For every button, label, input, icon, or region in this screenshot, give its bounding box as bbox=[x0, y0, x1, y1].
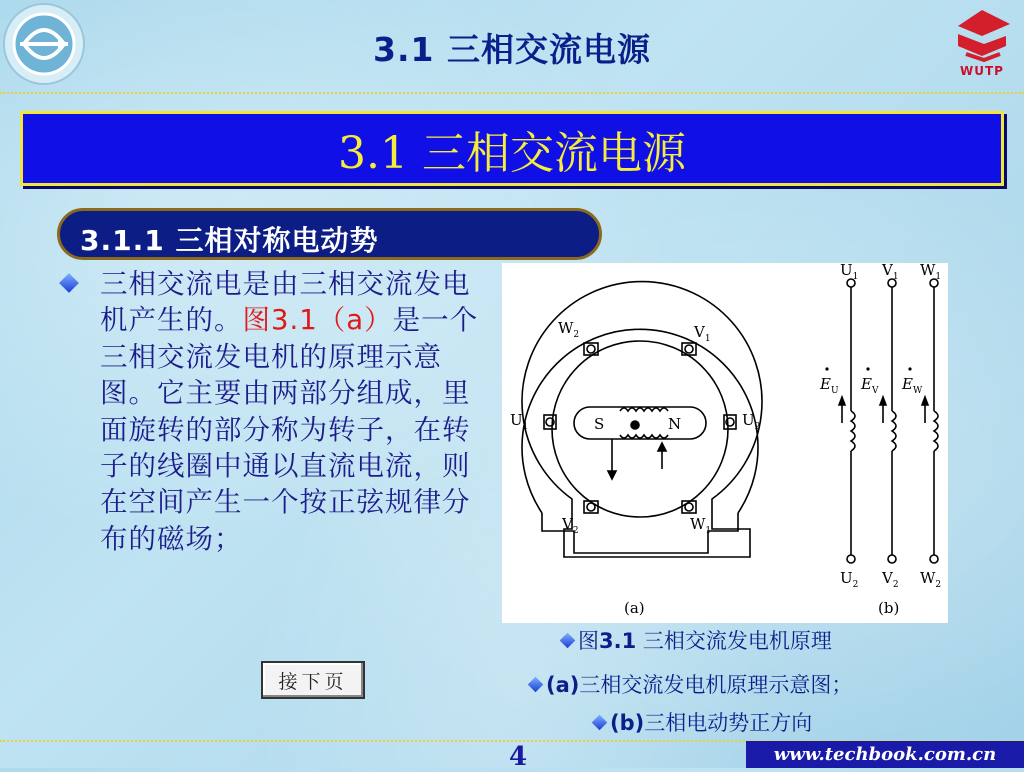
label-emf-ev-sub: V bbox=[871, 386, 879, 396]
website-link[interactable]: www.techbook.com.cn bbox=[773, 744, 997, 765]
generator-diagram bbox=[502, 263, 948, 623]
label-emf-eu: E bbox=[820, 375, 831, 393]
label-s: S bbox=[594, 415, 605, 433]
label-w1-sub: 1 bbox=[705, 526, 712, 536]
label-w2: W bbox=[558, 319, 574, 337]
label-w1: W bbox=[690, 515, 706, 533]
figure-reference-link[interactable]: 图3.1（a） bbox=[242, 304, 393, 337]
title-banner bbox=[20, 111, 1004, 186]
winding-v bbox=[880, 279, 896, 563]
svg-text:W2 bbox=[920, 569, 941, 590]
svg-text:U1 bbox=[510, 411, 528, 432]
label-v2-sub: 2 bbox=[572, 526, 579, 536]
label-n: N bbox=[668, 415, 682, 433]
slot-w1-dot bbox=[685, 503, 693, 511]
arrow-up-head bbox=[658, 443, 666, 451]
svg-text:V2 bbox=[561, 515, 579, 536]
label-v1-sub: 1 bbox=[704, 334, 711, 344]
dot-ev bbox=[866, 367, 869, 370]
caption-title-text: 三相交流发电机原理 bbox=[636, 629, 832, 653]
rotor-shaft bbox=[631, 421, 639, 429]
label-b-v1-sub: 1 bbox=[892, 272, 899, 282]
svg-text:U2 bbox=[742, 411, 760, 432]
stator-bore bbox=[552, 341, 728, 517]
website-bar bbox=[746, 741, 1024, 768]
body-text-before: 三相交流电是由三相交流发电机产生的。 bbox=[100, 268, 471, 337]
label-u1-sub: 1 bbox=[522, 422, 529, 432]
caption-part-b bbox=[594, 707, 812, 737]
slot-w2-dot bbox=[587, 345, 595, 353]
label-b-v2: V bbox=[882, 569, 893, 587]
bullet-diamond-icon bbox=[59, 273, 79, 293]
slot-v2-dot bbox=[587, 503, 595, 511]
caption-figure-title bbox=[562, 625, 832, 655]
label-u2-sub: 2 bbox=[754, 422, 761, 432]
section-heading-pill bbox=[57, 208, 602, 260]
caption-a-text: 三相交流发电机原理示意图； bbox=[579, 673, 853, 697]
body-paragraph bbox=[100, 266, 492, 557]
caption-prefix: 图 bbox=[578, 629, 599, 653]
label-w2-sub: 2 bbox=[573, 330, 580, 340]
next-page-button[interactable]: 接下页 bbox=[261, 661, 365, 699]
caption-bullet-icon bbox=[560, 632, 576, 648]
slot-v1-dot bbox=[685, 345, 693, 353]
caption-part-a bbox=[530, 669, 852, 699]
header-title: 3.1 三相交流电源 bbox=[373, 30, 651, 69]
label-v2: V bbox=[562, 515, 573, 533]
winding-w bbox=[922, 279, 938, 563]
label-b-w1-sub: 1 bbox=[935, 272, 942, 282]
svg-text:W1 bbox=[690, 515, 711, 536]
label-b-w2: W bbox=[920, 569, 936, 587]
svg-text:EW bbox=[901, 375, 923, 396]
svg-text:W1 bbox=[920, 263, 941, 282]
label-emf-ew-sub: W bbox=[912, 386, 923, 396]
section-title: 3.1.1 三相对称电动势 bbox=[80, 224, 379, 257]
svg-text:V2 bbox=[881, 569, 899, 590]
panel-a-label: (a) bbox=[624, 599, 645, 617]
label-b-u2-sub: 2 bbox=[852, 580, 859, 590]
caption-figure-number: 3.1 bbox=[599, 629, 637, 653]
label-b-u1: U bbox=[840, 263, 853, 279]
label-b-u1-sub: 1 bbox=[852, 272, 859, 282]
svg-text:EU bbox=[819, 375, 839, 396]
label-b-w2-sub: 2 bbox=[935, 580, 942, 590]
caption-bullet-icon bbox=[528, 676, 544, 692]
label-u1: U bbox=[510, 411, 523, 429]
label-emf-ew: E bbox=[902, 375, 913, 393]
label-emf-ev: E bbox=[861, 375, 872, 393]
body-text-after: 是一个三相交流发电机的原理示意图。它主要由两部分组成，里面旋转的部分称为转子，在转子的线圈中通以直流电流，则在空间产生一个按正弦规律分布的磁场； bbox=[100, 304, 479, 555]
label-b-u2: U bbox=[840, 569, 853, 587]
caption-a-label: (a) bbox=[546, 673, 580, 697]
wutp-logo-text: WUTP bbox=[960, 64, 1004, 78]
header-divider bbox=[0, 92, 1024, 94]
dot-eu bbox=[825, 367, 828, 370]
label-b-v2-sub: 2 bbox=[892, 580, 899, 590]
stator-arc bbox=[522, 329, 758, 513]
winding-u bbox=[839, 279, 855, 563]
rotor-coil-bottom bbox=[620, 435, 668, 438]
dot-ew bbox=[908, 367, 911, 370]
label-b-v1: V bbox=[882, 263, 893, 279]
arrow-down-head bbox=[608, 471, 616, 479]
caption-b-text: 三相电动势正方向 bbox=[644, 711, 813, 735]
panel-b-label: (b) bbox=[878, 599, 900, 617]
label-b-w1: W bbox=[920, 263, 936, 279]
label-v1: V bbox=[694, 323, 705, 341]
svg-text:V1 bbox=[693, 323, 711, 344]
caption-b-label: (b) bbox=[610, 711, 645, 735]
rotor-coil-top bbox=[620, 408, 668, 411]
label-u2: U bbox=[742, 411, 755, 429]
svg-text:W2 bbox=[558, 319, 579, 340]
page-number: 4 bbox=[508, 742, 528, 772]
svg-text:U2 bbox=[840, 569, 858, 590]
banner-title: 3.1 三相交流电源 bbox=[338, 127, 686, 179]
svg-text:EV bbox=[860, 375, 879, 396]
label-emf-eu-sub: U bbox=[830, 386, 839, 396]
caption-bullet-icon bbox=[592, 714, 608, 730]
